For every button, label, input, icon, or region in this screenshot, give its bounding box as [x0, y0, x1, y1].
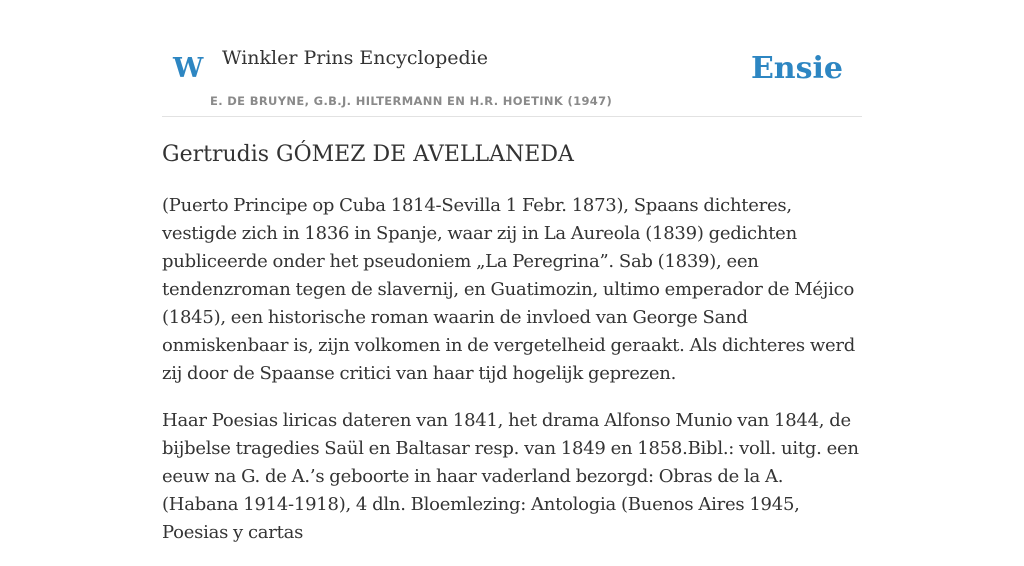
- site-header: [162, 0, 862, 117]
- article-paragraph: (Puerto Principe op Cuba 1814-Sevilla 1 Febr. 1873), Spaans dichteres, vestigde zich in 1836 in Spanje, waar zij in La Aureola (1839) gedichten publiceerde onder het pseudoniem „La Peregrina”. Sab (1839), een tendenzroman tegen de slavernij, en Guatimozin, ultimo emperador de Méjico (1845), een historische roman waarin de invloed van George Sand onmiskenbaar is, zijn volkomen in de vergetelheid geraakt. Als dichteres werd zij door de Spaanse critici van haar tijd hogelijk geprezen.: [162, 195, 856, 384]
- page-container: [162, 0, 862, 543]
- brand-logo[interactable]: Ensie: [750, 51, 843, 86]
- article-title: Gertrudis GÓMEZ DE AVELLANEDA: [162, 142, 574, 167]
- article-paragraph: Haar Poesias liricas dateren van 1841, het drama Alfonso Munio van 1844, de bijbelse tragedies Saül en Baltasar resp. van 1849 en 1858.Bibl.: voll. uitg. een eeuw na G. de A.’s geboorte in haar vaderland bezorgd: Obras de la A. (Habana 1914-1918), 4 dln. Bloemlezing: Antologia (Buenos Aires 1945, Poesias y cartas: [162, 410, 859, 543]
- publication-logo[interactable]: W: [173, 53, 204, 84]
- article-body: [162, 192, 862, 566]
- publication-title[interactable]: Winkler Prins Encyclopedie: [222, 47, 488, 69]
- publication-authors: E. DE BRUYNE, G.B.J. HILTERMANN EN H.R. HOETINK (1947): [210, 94, 613, 108]
